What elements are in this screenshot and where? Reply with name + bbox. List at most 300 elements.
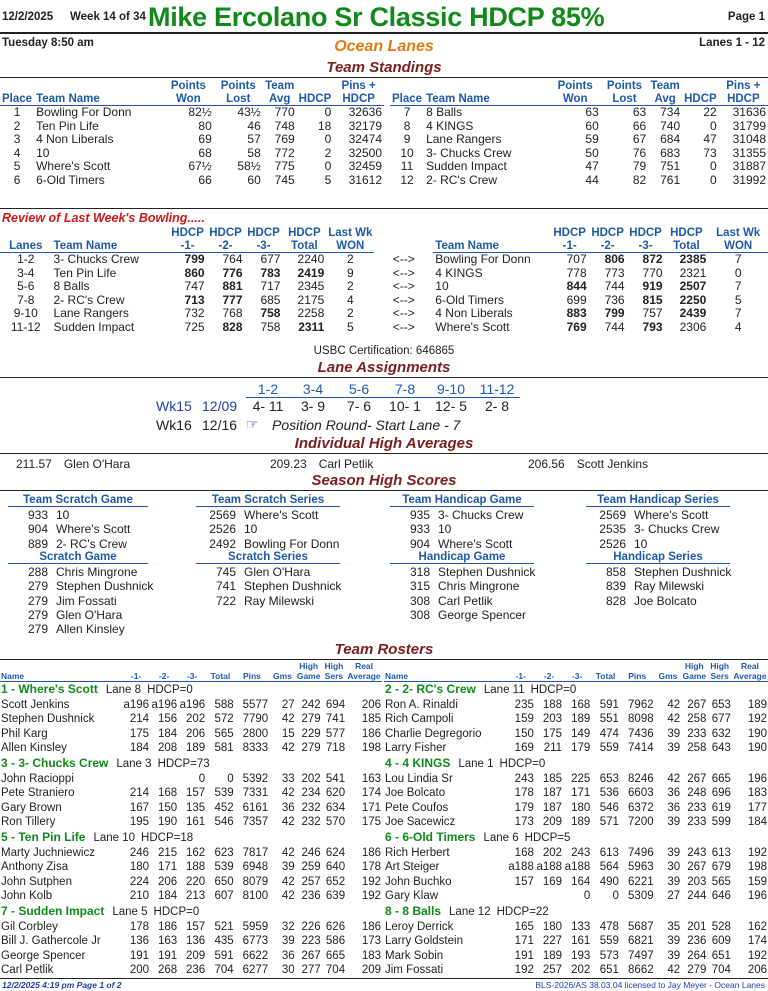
roster-cell: John Racioppi	[1, 772, 74, 785]
high-score-row	[204, 537, 339, 551]
high-score-row	[594, 537, 647, 551]
high-score-group-title: Scratch Game	[8, 551, 148, 564]
versus-arrow: <-->	[392, 265, 415, 280]
roster-player-row	[0, 949, 382, 964]
review-cell: 2311	[298, 319, 325, 334]
high-score-row	[398, 565, 535, 579]
roster-cell: 632	[711, 727, 731, 740]
roster-cell: 135	[185, 801, 206, 814]
review-table: HDCP HDCP HDCP HDCP Last Wk HDCP HDCP HDCP HDCP Last Wk Lanes Team Name -1- -2- -3- Total WON Team Name -1- -2- -3- Total WON 1-2 3- Chucks Crew 799 764 677 2240 2 <--> Bowling For Donn 707 806 872 2385 7 3-4 Ten Pin Life 860 776 783 2419 9 <--> 4 KINGS 778 773 770 2321 0 5-6 8 Balls 747 881 717 2345 2 <--> 10 844 744 919 2507 7 7-8 2- RC's Crew 713 777 685 2175 4 <--> 6-Old Timers 699 736 815 2250 5 9-10 Lane Rangers 732 768 758 2258 2 <--> 4 Non Liberals 883 799 757 2439 7 11-12 Sudden Impact 725 828 758 2311 5 <--> Where's Scott 769 744 793 2306 4	[0, 227, 768, 335]
average-value: 209.23	[270, 457, 307, 471]
roster-cell: 7497	[628, 949, 654, 962]
standings-cell: 31612	[348, 172, 382, 187]
roster-cell: 192	[361, 890, 381, 903]
roster-cell: 42	[667, 698, 681, 711]
roster-cell: 653	[599, 772, 619, 785]
standings-cell: 6	[13, 172, 21, 187]
roster-cell: 186	[157, 920, 178, 933]
review-cell: 769	[566, 319, 587, 334]
roster-col-head: High	[684, 661, 704, 671]
roster-cell: 149	[571, 727, 591, 740]
roster-cell: 42	[667, 713, 681, 726]
roster-cell: 164	[571, 875, 591, 888]
standings-row	[0, 133, 384, 147]
high-score-value: 2526	[599, 536, 626, 551]
roster-player-row	[384, 963, 768, 978]
roster-cell: 39	[667, 846, 681, 859]
roster-cell: 564	[599, 861, 619, 874]
roster-cell: 39	[281, 861, 295, 874]
high-score-row	[16, 622, 125, 636]
standings-cell: 7	[403, 105, 411, 119]
review-cell: 2- RC's Crew	[53, 292, 125, 307]
high-score-value: 279	[27, 607, 48, 622]
standings-cell: 2	[324, 145, 332, 160]
roster-team-row	[0, 756, 382, 772]
review-cell: 6-Old Timers	[435, 292, 504, 307]
review-cell: 3- Chucks Crew	[53, 252, 139, 266]
roster-cell: 268	[157, 964, 178, 977]
roster-cell: 591	[214, 949, 234, 962]
roster-cell: 2800	[242, 727, 269, 740]
roster-team-lane: Lane 1	[458, 757, 494, 770]
lane-pair-headers	[246, 381, 520, 398]
standings-cell: 751	[660, 159, 681, 174]
high-score-value: 308	[409, 593, 430, 608]
review-cell: Where's Scott	[435, 319, 510, 334]
roster-cell: 171	[514, 935, 534, 948]
roster-cell: 189	[571, 816, 591, 829]
standings-cell: 5	[13, 159, 21, 174]
roster-cell: 136	[129, 935, 150, 948]
roster-cell: 178	[361, 861, 381, 874]
roster-cell: 188	[185, 861, 206, 874]
roster-cell: 279	[301, 713, 321, 726]
high-score-row	[16, 565, 137, 579]
review-cell: 777	[222, 292, 243, 307]
high-score-name: 2- RC's Crew	[56, 536, 127, 551]
review-cell: 677	[260, 252, 281, 266]
roster-cell	[507, 889, 535, 904]
roster-cell: 184	[129, 742, 150, 755]
roster-cell: 570	[325, 816, 346, 829]
standings-row	[390, 106, 768, 120]
lane-assignment: 4- 11	[252, 398, 284, 414]
roster-cell: 192	[514, 964, 534, 977]
roster-cell: 6773	[242, 935, 269, 948]
roster-team-name: 7 - Sudden Impact	[1, 903, 105, 918]
roster-cell: 39	[667, 875, 681, 888]
roster-cell: 6622	[242, 949, 269, 962]
roster-cell: 521	[214, 920, 234, 933]
high-score-name: Allen Kinsley	[56, 622, 125, 637]
roster-cell: 150	[514, 727, 534, 740]
review-cell: Bowling For Donn	[435, 252, 531, 266]
roster-cell: Leroy Derrick	[385, 920, 454, 933]
roster-cell: 267	[687, 698, 707, 711]
high-score-row	[16, 508, 69, 522]
roster-col-head: -3-	[178, 672, 206, 682]
roster-cell: 267	[301, 949, 321, 962]
high-score-name: Chris Mingrone	[56, 565, 138, 579]
roster-cell: 577	[325, 727, 346, 740]
roster-cell: Rich Herbert	[385, 846, 450, 859]
roster-cell: a188	[536, 861, 563, 874]
roster-cell: 168	[157, 787, 178, 800]
day-time: Tuesday 8:50 am	[2, 37, 94, 49]
usbc-certification: USBC Certification: 646865	[313, 345, 455, 357]
review-row	[0, 294, 768, 308]
roster-team-header	[0, 682, 382, 698]
wk16-date: 12/16	[202, 417, 238, 433]
roster-cell: 42	[281, 787, 295, 800]
roster-cell: 565	[214, 727, 234, 740]
lane-pair-header: 11-12	[474, 381, 520, 398]
roster-cell: 7817	[242, 846, 269, 859]
high-score-name: Chris Mingrone	[438, 579, 520, 594]
roster-cell: Bill J. Gathercole Jr	[1, 935, 101, 948]
standings-cell: 12	[400, 172, 414, 187]
review-cell: 860	[184, 265, 205, 280]
roster-cell: 8246	[628, 772, 654, 785]
roster-cell: 572	[214, 713, 234, 726]
roster-cell: 202	[571, 964, 591, 977]
roster-player-row	[0, 727, 382, 742]
col-team-name: Team Name	[34, 93, 163, 106]
roster-cell: 6948	[242, 861, 269, 874]
roster-cell: 178	[514, 787, 534, 800]
roster-cell: 39	[667, 935, 681, 948]
roster-cell: 189	[185, 742, 206, 755]
roster-team-hdcp: HDCP=5	[524, 831, 571, 844]
lane-pair-header: 7-8	[382, 381, 428, 398]
standings-cell: 46	[247, 118, 261, 133]
roster-col-head: Gms	[655, 672, 682, 682]
roster-cell: 27	[281, 698, 295, 711]
review-cell: 2385	[679, 252, 707, 266]
roster-cell: 257	[301, 875, 321, 888]
roster-cell: 528	[711, 920, 731, 933]
roster-cell: 185	[542, 772, 563, 785]
roster-player-row	[384, 949, 768, 964]
roster-cell: 7357	[242, 816, 269, 829]
roster-cell: 435	[214, 935, 234, 948]
standings-cell: 82	[632, 172, 647, 187]
roster-team-lane: Lane 8	[105, 684, 142, 696]
average-value: 206.56	[528, 457, 565, 471]
roster-cell: 5687	[628, 920, 654, 933]
standings-cell: 18	[317, 118, 332, 133]
standings-cell: 47	[585, 159, 599, 174]
wk15-assignments	[246, 398, 520, 414]
review-cell: 844	[566, 279, 587, 294]
roster-cell: 175	[542, 727, 563, 740]
high-score-value: 858	[605, 565, 626, 579]
high-score-value: 2569	[599, 508, 626, 522]
roster-cell: 157	[185, 787, 206, 800]
standings-cell: 4	[13, 145, 21, 160]
roster-header-row	[384, 672, 768, 682]
roster-cell: 171	[361, 801, 381, 814]
roster-cell: 591	[599, 698, 619, 711]
roster-cell: 235	[514, 698, 534, 711]
high-score-name: Carl Petlik	[438, 593, 493, 608]
wk16-label: Wk16	[156, 417, 192, 433]
roster-col-head: Gms	[269, 672, 295, 682]
footer-rule	[0, 978, 768, 979]
high-score-value: 904	[27, 522, 48, 537]
roster-cell: 7790	[242, 713, 269, 726]
standings-cell: 2- RC's Crew	[426, 172, 498, 187]
roster-cell: 173	[361, 935, 381, 948]
roster-col-head: Name	[384, 672, 507, 682]
high-score-name: Stephen Dushnick	[634, 565, 732, 579]
roster-cell: 133	[571, 920, 591, 933]
roster-cell: 233	[687, 816, 707, 829]
rosters-title: Team Rosters	[334, 641, 434, 658]
high-score-name: 10	[438, 522, 452, 537]
high-score-group-title: Team Handicap Series	[586, 494, 730, 507]
roster-cell: 232	[301, 801, 321, 814]
roster-cell: 626	[325, 920, 346, 933]
league-title: Mike Ercolano Sr Classic HDCP 85%	[148, 2, 605, 32]
roster-player-row	[384, 920, 768, 935]
roster-player-row	[384, 875, 768, 890]
roster-team-lane: Lane 12	[449, 905, 491, 918]
roster-team-name: 8 - 8 Balls	[385, 903, 442, 918]
review-cell: 5	[346, 319, 354, 334]
standings-cell: 66	[632, 118, 647, 133]
roster-cell: 27	[667, 890, 681, 903]
roster-cell: 539	[214, 861, 234, 874]
roster-cell: 186	[361, 727, 381, 740]
standings-row	[390, 160, 768, 174]
roster-player-row	[384, 712, 768, 727]
roster-cell: 196	[747, 772, 767, 785]
roster-cell: Pete Straniero	[1, 787, 75, 800]
roster-col-head: Real	[740, 661, 759, 671]
standings-cell: 59	[585, 132, 599, 147]
roster-cell: 169	[514, 742, 534, 755]
high-score-row	[398, 508, 523, 522]
high-score-value: 279	[27, 622, 48, 637]
review-cell: 2240	[297, 252, 325, 266]
review-cell: 707	[566, 252, 587, 266]
review-row	[0, 267, 768, 281]
review-cell: 7	[734, 306, 742, 321]
roster-team-lane: Lane 6	[483, 831, 519, 844]
high-score-value: 2535	[599, 522, 626, 537]
standings-cell: 73	[703, 145, 717, 160]
roster-col-head: Sers	[707, 672, 732, 682]
high-score-row	[204, 594, 314, 608]
roster-cell: Mark Sobin	[385, 949, 444, 962]
roster-cell	[535, 889, 563, 904]
review-cell: 10	[435, 279, 449, 294]
roster-cell: 42	[667, 964, 681, 977]
roster-team-lane: Lane 11	[483, 684, 525, 696]
roster-player-row	[384, 815, 768, 830]
lane-assignment: 2- 8	[484, 398, 510, 414]
roster-cell: 7331	[242, 787, 269, 800]
roster-col-head: Average	[733, 670, 767, 681]
high-score-row	[594, 522, 719, 536]
standings-cell: 761	[660, 172, 681, 187]
roster-cell: Carl Petlik	[1, 964, 54, 977]
standings-cell: Lane Rangers	[426, 132, 502, 147]
high-score-name: George Spencer	[438, 607, 527, 622]
roster-cell: 167	[129, 801, 150, 814]
roster-col-head: -2-	[150, 672, 178, 682]
high-score-value: 889	[27, 536, 48, 551]
roster-cell: 198	[747, 861, 767, 874]
roster-team-lane: Lane 5	[112, 905, 148, 918]
standings-cell: 82½	[188, 105, 212, 119]
roster-cell: 6221	[628, 875, 654, 888]
roster-cell: 196	[747, 890, 767, 903]
review-cell: 4	[346, 292, 354, 307]
roster-cell: 36	[667, 801, 681, 814]
standings-cell: 748	[274, 118, 295, 133]
roster-player-row	[0, 712, 382, 727]
standings-cell: 79	[632, 159, 647, 174]
page-label: Page 1	[727, 11, 765, 23]
roster-cell: 192	[747, 713, 767, 726]
roster-cell: 478	[599, 920, 619, 933]
roster-cell: 211	[543, 742, 563, 755]
roster-player-row	[0, 815, 382, 830]
review-cell: 883	[566, 306, 587, 321]
average-value: 211.57	[16, 457, 52, 471]
roster-cell: 573	[599, 949, 619, 962]
roster-cell: 0	[198, 772, 206, 785]
roster-header-row	[0, 672, 382, 682]
roster-cell	[150, 772, 178, 787]
roster-team-hdcp: HDCP=73	[157, 757, 210, 770]
roster-cell: a196	[151, 698, 178, 711]
roster-cell: 30	[667, 861, 681, 874]
roster-cell: 209	[185, 949, 206, 962]
roster-cell: 233	[687, 727, 707, 740]
roster-cell: 5309	[628, 890, 654, 903]
review-cell: 725	[184, 319, 205, 334]
roster-cell: 169	[542, 875, 563, 888]
high-score-group-title: Team Handicap Game	[390, 494, 534, 507]
lane-pair-header: 3-4	[290, 381, 336, 398]
roster-cell: 0	[583, 890, 591, 903]
roster-cell: Ron A. Rinaldi	[385, 698, 458, 711]
roster-cell: 8098	[628, 713, 654, 726]
standings-cell: 31887	[732, 159, 766, 174]
col-hdcp: HDCP	[298, 92, 332, 105]
lane-assignment: 7- 6	[346, 398, 372, 414]
review-cell: 744	[604, 279, 625, 294]
roster-cell: 191	[157, 949, 178, 962]
roster-col-head: High	[710, 661, 730, 671]
standings-cell: 69	[198, 132, 212, 147]
review-cell: 806	[604, 252, 625, 266]
lane-pair: 5-6	[17, 279, 35, 294]
roster-cell: Larry Goldstein	[385, 935, 463, 948]
roster-cell: 209	[361, 964, 381, 977]
lane-pair: 7-8	[17, 292, 35, 307]
review-title: Review of Last Week's Bowling.....	[2, 211, 205, 225]
lane-assignment: 10- 1	[389, 398, 421, 414]
bowler-name: Carl Petlik	[318, 457, 374, 471]
roster-cell: a188	[508, 861, 534, 874]
high-score-name: Joe Bolcato	[634, 593, 697, 608]
standings-cell: 740	[660, 118, 681, 133]
week-label: Week 14 of 34	[70, 11, 146, 23]
roster-cell: 180	[129, 861, 150, 874]
standings-row	[390, 120, 768, 134]
roster-cell: 613	[711, 846, 731, 859]
roster-cell: 7962	[628, 698, 654, 711]
high-score-name: 10	[634, 536, 648, 551]
roster-cell: Gary Brown	[1, 801, 62, 814]
roster-cell: Joe Bolcato	[385, 787, 446, 800]
high-score-name: Glen O'Hara	[56, 607, 123, 622]
roster-cell: 200	[129, 964, 150, 977]
roster-cell: 236	[185, 964, 206, 977]
roster-cell: 258	[687, 713, 707, 726]
pointing-hand-icon: ☞	[246, 416, 259, 432]
roster-cell: 226	[301, 920, 321, 933]
standings-row	[390, 133, 768, 147]
high-score-value: 318	[409, 565, 430, 579]
roster-cell: Rich Campoli	[385, 713, 454, 726]
roster-player-row	[0, 934, 382, 949]
standings-cell: 67½	[188, 159, 212, 174]
standings-cell: 684	[660, 132, 681, 147]
roster-team-header	[384, 904, 768, 920]
roster-cell: 183	[361, 949, 381, 962]
high-score-value: 745	[215, 565, 236, 579]
review-cell: 799	[604, 306, 625, 321]
roster-team-row	[0, 682, 382, 698]
standings-cell: 11	[400, 159, 414, 174]
review-cell: 732	[184, 306, 205, 321]
roster-cell: 541	[325, 772, 346, 785]
review-cell: 768	[222, 306, 243, 321]
roster-cell: 208	[157, 742, 178, 755]
standings-row	[0, 147, 384, 161]
average-item	[270, 457, 373, 471]
center-name: Ocean Lanes	[334, 38, 434, 55]
roster-cell: 243	[571, 846, 591, 859]
review-cell: 4 KINGS	[435, 265, 483, 280]
standings-cell: 0	[324, 105, 332, 119]
standings-rule	[0, 77, 768, 78]
roster-cell: 189	[747, 698, 767, 711]
review-row	[0, 307, 768, 321]
roster-cell: 179	[514, 801, 534, 814]
high-score-row	[204, 565, 310, 579]
roster-cell: 39	[667, 742, 681, 755]
roster-player-row	[0, 801, 382, 816]
roster-team-lane: Lane 10	[93, 831, 136, 844]
roster-cell: Marty Juchniewicz	[1, 846, 95, 859]
roster-cell: 243	[687, 846, 707, 859]
high-score-name: Ray Milewski	[244, 593, 315, 608]
roster-col-head: -3-	[563, 672, 591, 682]
high-score-name: Where's Scott	[244, 508, 319, 522]
standings-cell: 63	[632, 105, 647, 119]
roster-cell: 161	[571, 935, 591, 948]
standings-bottom-rule	[0, 208, 768, 209]
roster-cell: 246	[301, 846, 321, 859]
roster-cell: 157	[185, 920, 206, 933]
